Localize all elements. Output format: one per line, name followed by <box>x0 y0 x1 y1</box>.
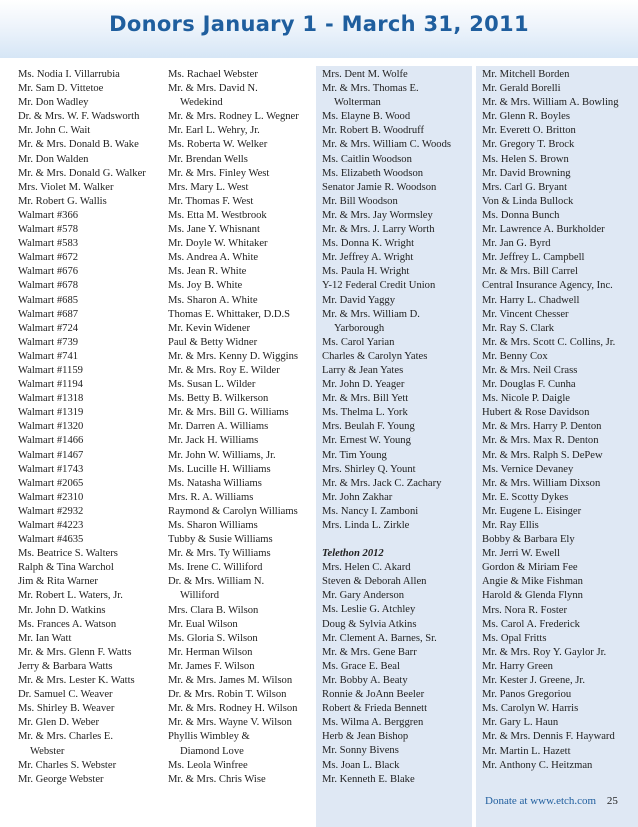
donor-name: Mr. Tim Young <box>322 449 387 461</box>
donor-name: Ms. Carol A. Frederick <box>482 618 580 630</box>
donor-name: Steven & Deborah Allen <box>322 576 427 588</box>
donor-name: Walmart #741 <box>18 350 79 362</box>
donor-name: Senator Jamie R. Woodson <box>322 181 437 193</box>
donor-name: Mr. & Mrs. Kenny D. Wiggins <box>168 350 299 362</box>
donor-name: Ms. Sharon Williams <box>168 520 258 531</box>
donor-name: Yarborough <box>334 322 385 334</box>
donor-name: Mr. & Mrs. William A. Bowling <box>482 97 619 109</box>
donor-name: Ms. Opal Fritts <box>482 632 547 644</box>
donor-name: Mr. & Mrs. Lester K. Watts <box>18 675 135 687</box>
donor-name: Mr. Ray S. Clark <box>482 322 555 334</box>
donor-name: Ms. Lucille H. Williams <box>168 463 271 475</box>
donor-name: Mr. & Mrs. Donald B. Wake <box>18 139 139 151</box>
donor-name: Mr. John C. Wait <box>18 125 91 137</box>
donor-name: Walmart #2310 <box>18 491 84 503</box>
donor-name: Mr. & Mrs. Dennis F. Hayward <box>482 731 615 743</box>
donor-name: Mr. Douglas F. Cunha <box>482 379 576 391</box>
donor-name: Mr. Benny Cox <box>482 350 548 362</box>
donor-name: Jim & Rita Warner <box>18 576 98 588</box>
donor-name: Wolterman <box>334 97 381 109</box>
donor-name: Ms. Gloria S. Wilson <box>168 632 258 644</box>
donor-name: Walmart #2065 <box>18 477 84 489</box>
donor-name: Walmart #1159 <box>18 364 83 376</box>
title-banner <box>0 0 638 64</box>
donor-name: Mr. & Mrs. Gene Barr <box>322 646 417 658</box>
donor-name: Walmart #1320 <box>18 421 84 433</box>
donor-name: Walmart #2932 <box>18 505 84 517</box>
donor-name: Mr. Kevin Widener <box>168 322 251 334</box>
donor-name: Tubby & Susie Williams <box>168 534 273 546</box>
donor-name: Mr. Vincent Chesser <box>482 308 569 320</box>
donor-column-2 <box>162 66 314 827</box>
donor-name: Larry & Jean Yates <box>322 364 404 376</box>
donor-name: Jerry & Barbara Watts <box>18 660 113 672</box>
donor-name: Mr. & Mrs. Rodney H. Wilson <box>168 703 298 715</box>
donor-name: Ms. Jean R. White <box>168 266 247 278</box>
donor-name: Ms. Joy B. White <box>168 280 243 292</box>
donor-name: Ms. Elizabeth Woodson <box>322 167 424 179</box>
donor-name: Dr. Samuel C. Weaver <box>18 689 113 701</box>
donor-name: Ms. Nicole P. Daigle <box>482 393 570 405</box>
donor-name: Walmart #739 <box>18 336 79 348</box>
donor-name: Mrs. Carl G. Bryant <box>482 181 568 193</box>
donor-name: Walmart #1466 <box>18 435 84 447</box>
donor-name: Webster <box>30 745 65 757</box>
donor-name: Ralph & Tina Warchol <box>18 562 114 574</box>
donor-name: Mr. Sonny Bivens <box>322 745 399 757</box>
donor-name: Mrs. Nora R. Foster <box>482 604 568 616</box>
donor-name: Herb & Jean Bishop <box>322 731 409 743</box>
donor-name: Ms. Elayne B. Wood <box>322 111 411 123</box>
donor-name: Mrs. R. A. Williams <box>168 491 254 503</box>
donor-name: Mr. John W. Williams, Jr. <box>168 449 276 461</box>
donor-name: Mr. David Yaggy <box>322 294 395 306</box>
donor-name: Mr. John D. Watkins <box>18 604 106 616</box>
donor-name: Mr. Glen D. Weber <box>18 717 100 729</box>
donor-name: Mr. Eugene L. Eisinger <box>482 505 582 517</box>
donor-name: Mr. Robert B. Woodruff <box>322 125 425 137</box>
donor-name: Mr. & Mrs. Jay Wormsley <box>322 209 433 221</box>
donor-name: Walmart #578 <box>18 224 79 236</box>
donor-name: Walmart #583 <box>18 238 79 250</box>
donor-name: Mr. & Mrs. Ralph S. DePew <box>482 449 603 461</box>
donor-name: Doug & Sylvia Atkins <box>322 618 417 630</box>
donor-name: Mr. Harry L. Chadwell <box>482 294 580 306</box>
donor-name: Mr. Martin L. Hazett <box>482 745 571 757</box>
donor-name: Mrs. Helen C. Akard <box>322 562 411 574</box>
donor-name: Ms. Beatrice S. Walters <box>18 548 118 560</box>
donor-name: Mr. Thomas F. West <box>168 195 254 207</box>
donor-name: Ms. Carolyn W. Harris <box>482 703 579 715</box>
donor-name: Von & Linda Bullock <box>482 195 574 207</box>
donor-name: Gordon & Miriam Fee <box>482 562 578 574</box>
donor-name: Mr. Clement A. Barnes, Sr. <box>322 632 437 644</box>
donor-name: Mr. Darren A. Williams <box>168 421 269 433</box>
donor-name: Diamond Love <box>180 745 244 757</box>
donor-name: Mr. & Mrs. Roy E. Wilder <box>168 364 280 376</box>
donor-name: Wedekind <box>180 97 223 109</box>
donor-name: Mr. & Mrs. James M. Wilson <box>168 675 293 687</box>
donor-name: Mr. Herman Wilson <box>168 646 253 658</box>
donor-name: Mrs. Dent M. Wolfe <box>322 69 408 80</box>
donor-name: Bobby & Barbara Ely <box>482 534 575 546</box>
donor-name: Walmart #678 <box>18 280 79 292</box>
donor-name: Ms. Nancy I. Zamboni <box>322 505 419 517</box>
donor-name: Walmart #724 <box>18 322 79 334</box>
donor-name: Mr. & Mrs. Bill Carrel <box>482 266 578 278</box>
donor-name: Mr. & Mrs. Glenn F. Watts <box>18 646 132 658</box>
donor-name: Y-12 Federal Credit Union <box>322 280 436 292</box>
donor-name: Ms. Thelma L. York <box>322 407 408 419</box>
donor-name: Mr. David Browning <box>482 167 571 179</box>
donor-name: Mr. Jan G. Byrd <box>482 238 551 250</box>
donor-name: Mr. Jack H. Williams <box>168 435 259 447</box>
donor-name: Mr. & Mrs. Jack C. Zachary <box>322 477 442 489</box>
donor-name: Mr. George Webster <box>18 773 104 785</box>
donor-column-4 <box>476 66 638 827</box>
donor-name: Ms. Paula H. Wright <box>322 266 410 278</box>
donor-name: Thomas E. Whittaker, D.D.S <box>168 308 291 320</box>
donor-name: Mr. & Mrs. Donald G. Walker <box>18 167 146 179</box>
donor-name: Ms. Joan L. Black <box>322 759 400 771</box>
donor-name: Mr. Earl L. Wehry, Jr. <box>168 125 260 137</box>
donor-column-1 <box>12 66 162 827</box>
donor-name: Mr. Robert L. Waters, Jr. <box>18 590 123 602</box>
donor-name: Phyllis Wimbley & <box>168 731 250 743</box>
donor-name: Mrs. Violet M. Walker <box>18 181 114 193</box>
donor-name: Ms. Grace E. Beal <box>322 660 400 672</box>
donor-name: Walmart #1467 <box>18 449 84 461</box>
donor-name: Mr. Everett O. Britton <box>482 125 576 137</box>
donor-name: Dr. & Mrs. Robin T. Wilson <box>168 689 287 701</box>
donor-name: Mr. & Mrs. Bill G. Williams <box>168 407 289 419</box>
donor-name: Robert & Frieda Bennett <box>322 703 428 715</box>
donor-name: Ms. Andrea A. White <box>168 252 259 264</box>
donor-name: Mrs. Shirley Q. Yount <box>322 463 416 475</box>
donor-name: Ms. Frances A. Watson <box>18 618 117 630</box>
donor-name: Mr. & Mrs. J. Larry Worth <box>322 224 435 236</box>
donor-name: Mr. Gerald Borelli <box>482 83 561 95</box>
donor-name: Walmart #687 <box>18 308 79 320</box>
donor-name: Ronnie & JoAnn Beeler <box>322 689 425 701</box>
donor-name: Raymond & Carolyn Williams <box>168 505 298 517</box>
donor-name: Mr. & Mrs. William Dixson <box>482 477 601 489</box>
donor-name: Walmart #1194 <box>18 379 83 391</box>
donor-name: Mr. & Mrs. Ty Williams <box>168 548 271 560</box>
donor-name: Mr. & Mrs. David N. <box>168 83 258 95</box>
donor-name: Mr. Gary L. Haun <box>482 717 559 729</box>
donor-name: Ms. Natasha Williams <box>168 477 262 489</box>
donor-name: Mr. Brendan Wells <box>168 153 248 165</box>
donor-name: Charles & Carolyn Yates <box>322 350 428 362</box>
donor-name: Walmart #1743 <box>18 463 84 475</box>
donor-name: Mr. Eual Wilson <box>168 618 238 630</box>
donor-name: Mr. Ray Ellis <box>482 520 539 531</box>
donor-name: Walmart #1318 <box>18 393 84 405</box>
donor-name: Mr. & Mrs. Max R. Denton <box>482 435 599 447</box>
donor-name: Mr. Charles S. Webster <box>18 759 117 771</box>
donor-name: Dr. & Mrs. William N. <box>168 576 265 588</box>
donor-name: Mr. Panos Gregoriou <box>482 689 572 701</box>
donor-name: Mr. & Mrs. Roy Y. Gaylor Jr. <box>482 646 607 658</box>
donor-name: Hubert & Rose Davidson <box>482 407 590 419</box>
donor-name: Central Insurance Agency, Inc. <box>482 280 613 292</box>
donor-name: Mr. James F. Wilson <box>168 660 255 672</box>
donor-name: Mr. Bobby A. Beaty <box>322 674 408 686</box>
section-heading: Telethon 2012 <box>322 548 384 560</box>
donor-name: Mr. Gregory T. Brock <box>482 139 575 151</box>
donor-name: Ms. Jane Y. Whisnant <box>168 224 260 236</box>
donor-name: Ms. Helen S. Brown <box>482 153 569 165</box>
donor-name: Ms. Irene C. Williford <box>168 562 263 574</box>
donor-name: Mr. & Mrs. Bill Yett <box>322 393 409 405</box>
page-footer <box>485 795 618 807</box>
page-title: Donors January 1 - March 31, 2011 <box>109 12 529 36</box>
donor-name: Mr. Harry Green <box>482 660 553 672</box>
donor-name: Ms. Nodia I. Villarrubia <box>18 69 120 80</box>
donor-name: Mr. E. Scotty Dykes <box>482 491 569 503</box>
donor-name: Mr. & Mrs. Neil Crass <box>482 364 578 376</box>
donor-name: Mr. Sam D. Vittetoe <box>18 83 104 95</box>
donor-name: Walmart #4635 <box>18 534 84 546</box>
donor-name: Ms. Rachael Webster <box>168 69 258 80</box>
donor-name: Mrs. Beulah F. Young <box>322 421 415 433</box>
donor-name: Ms. Vernice Devaney <box>482 463 574 475</box>
donor-name: Ms. Leslie G. Atchley <box>322 604 416 616</box>
donor-name: Mr. Anthony C. Heitzman <box>482 759 593 771</box>
donor-name: Mr. Lawrence A. Burkholder <box>482 224 605 236</box>
donor-name: Mr. Jeffrey L. Campbell <box>482 252 585 264</box>
donor-name: Walmart #366 <box>18 209 79 221</box>
donor-name: Mr. Mitchell Borden <box>482 69 570 80</box>
donor-name: Mr. & Mrs. Scott C. Collins, Jr. <box>482 336 616 348</box>
donor-name: Mr. John D. Yeager <box>322 379 405 391</box>
donate-link[interactable]: Donate at www.etch.com <box>485 795 597 807</box>
donor-name: Angie & Mike Fishman <box>482 576 583 588</box>
donor-name: Mr. Doyle W. Whitaker <box>168 238 268 250</box>
donor-name: Mr. & Mrs. Chris Wise <box>168 773 266 785</box>
donor-name: Walmart #1319 <box>18 407 84 419</box>
donor-name: Ms. Donna K. Wright <box>322 238 415 250</box>
donor-name: Mr. & Mrs. Harry P. Denton <box>482 421 602 433</box>
donor-name: Mr. & Mrs. Thomas E. <box>322 83 419 95</box>
donor-name: Mr. Jerri W. Ewell <box>482 548 560 560</box>
donor-name: Mr. Ernest W. Young <box>322 435 411 447</box>
donor-name: Mrs. Linda L. Zirkle <box>322 520 410 531</box>
donor-name: Walmart #4223 <box>18 520 84 531</box>
donor-name: Mrs. Mary L. West <box>168 181 249 193</box>
donor-name: Ms. Roberta W. Welker <box>168 139 268 151</box>
donor-name: Williford <box>180 590 219 602</box>
donor-name: Mr. Don Walden <box>18 153 89 165</box>
donor-name: Dr. & Mrs. W. F. Wadsworth <box>18 111 140 123</box>
donor-name: Walmart #676 <box>18 266 79 278</box>
donor-name: Paul & Betty Widner <box>168 336 258 348</box>
donor-name: Ms. Etta M. Westbrook <box>168 209 267 221</box>
donor-name: Mr. & Mrs. William C. Woods <box>322 139 451 151</box>
donor-name: Ms. Sharon A. White <box>168 294 258 306</box>
donor-name: Ms. Susan L. Wilder <box>168 379 256 391</box>
donor-name: Ms. Caitlin Woodson <box>322 153 412 165</box>
donor-name: Mr. Glenn R. Boyles <box>482 111 570 123</box>
donor-name: Mr. & Mrs. Charles E. <box>18 731 114 743</box>
donor-column-3 <box>316 66 472 827</box>
donor-name: Mr. & Mrs. Finley West <box>168 167 270 179</box>
donor-name: Ms. Betty B. Wilkerson <box>168 393 269 405</box>
donor-name: Mr. John Zakhar <box>322 491 393 503</box>
donor-name: Mr. & Mrs. William D. <box>322 308 420 320</box>
donor-name: Ms. Shirley B. Weaver <box>18 703 115 715</box>
donor-name: Ms. Carol Yarian <box>322 336 395 348</box>
donor-name: Harold & Glenda Flynn <box>482 590 583 602</box>
donor-name: Walmart #685 <box>18 294 79 306</box>
donor-name: Mrs. Clara B. Wilson <box>168 604 259 616</box>
donor-name: Ms. Wilma A. Berggren <box>322 717 424 729</box>
donor-name: Mr. Robert G. Wallis <box>18 195 107 207</box>
donor-name: Mr. Gary Anderson <box>322 590 405 602</box>
donor-name: Ms. Donna Bunch <box>482 209 560 221</box>
donor-name: Mr. Ian Watt <box>18 632 72 644</box>
donor-name: Mr. & Mrs. Wayne V. Wilson <box>168 717 292 729</box>
donor-name: Walmart #672 <box>18 252 79 264</box>
donor-name: Mr. Don Wadley <box>18 97 89 109</box>
donor-name: Mr. Bill Woodson <box>322 195 398 207</box>
donor-name: Mr. Kester J. Greene, Jr. <box>482 675 585 687</box>
donor-name: Mr. & Mrs. Rodney L. Wegner <box>168 111 299 123</box>
page-number: 25 <box>606 795 618 807</box>
donor-name: Mr. Jeffrey A. Wright <box>322 252 414 264</box>
donor-name: Ms. Leola Winfree <box>168 759 248 771</box>
donor-name: Mr. Kenneth E. Blake <box>322 773 415 785</box>
